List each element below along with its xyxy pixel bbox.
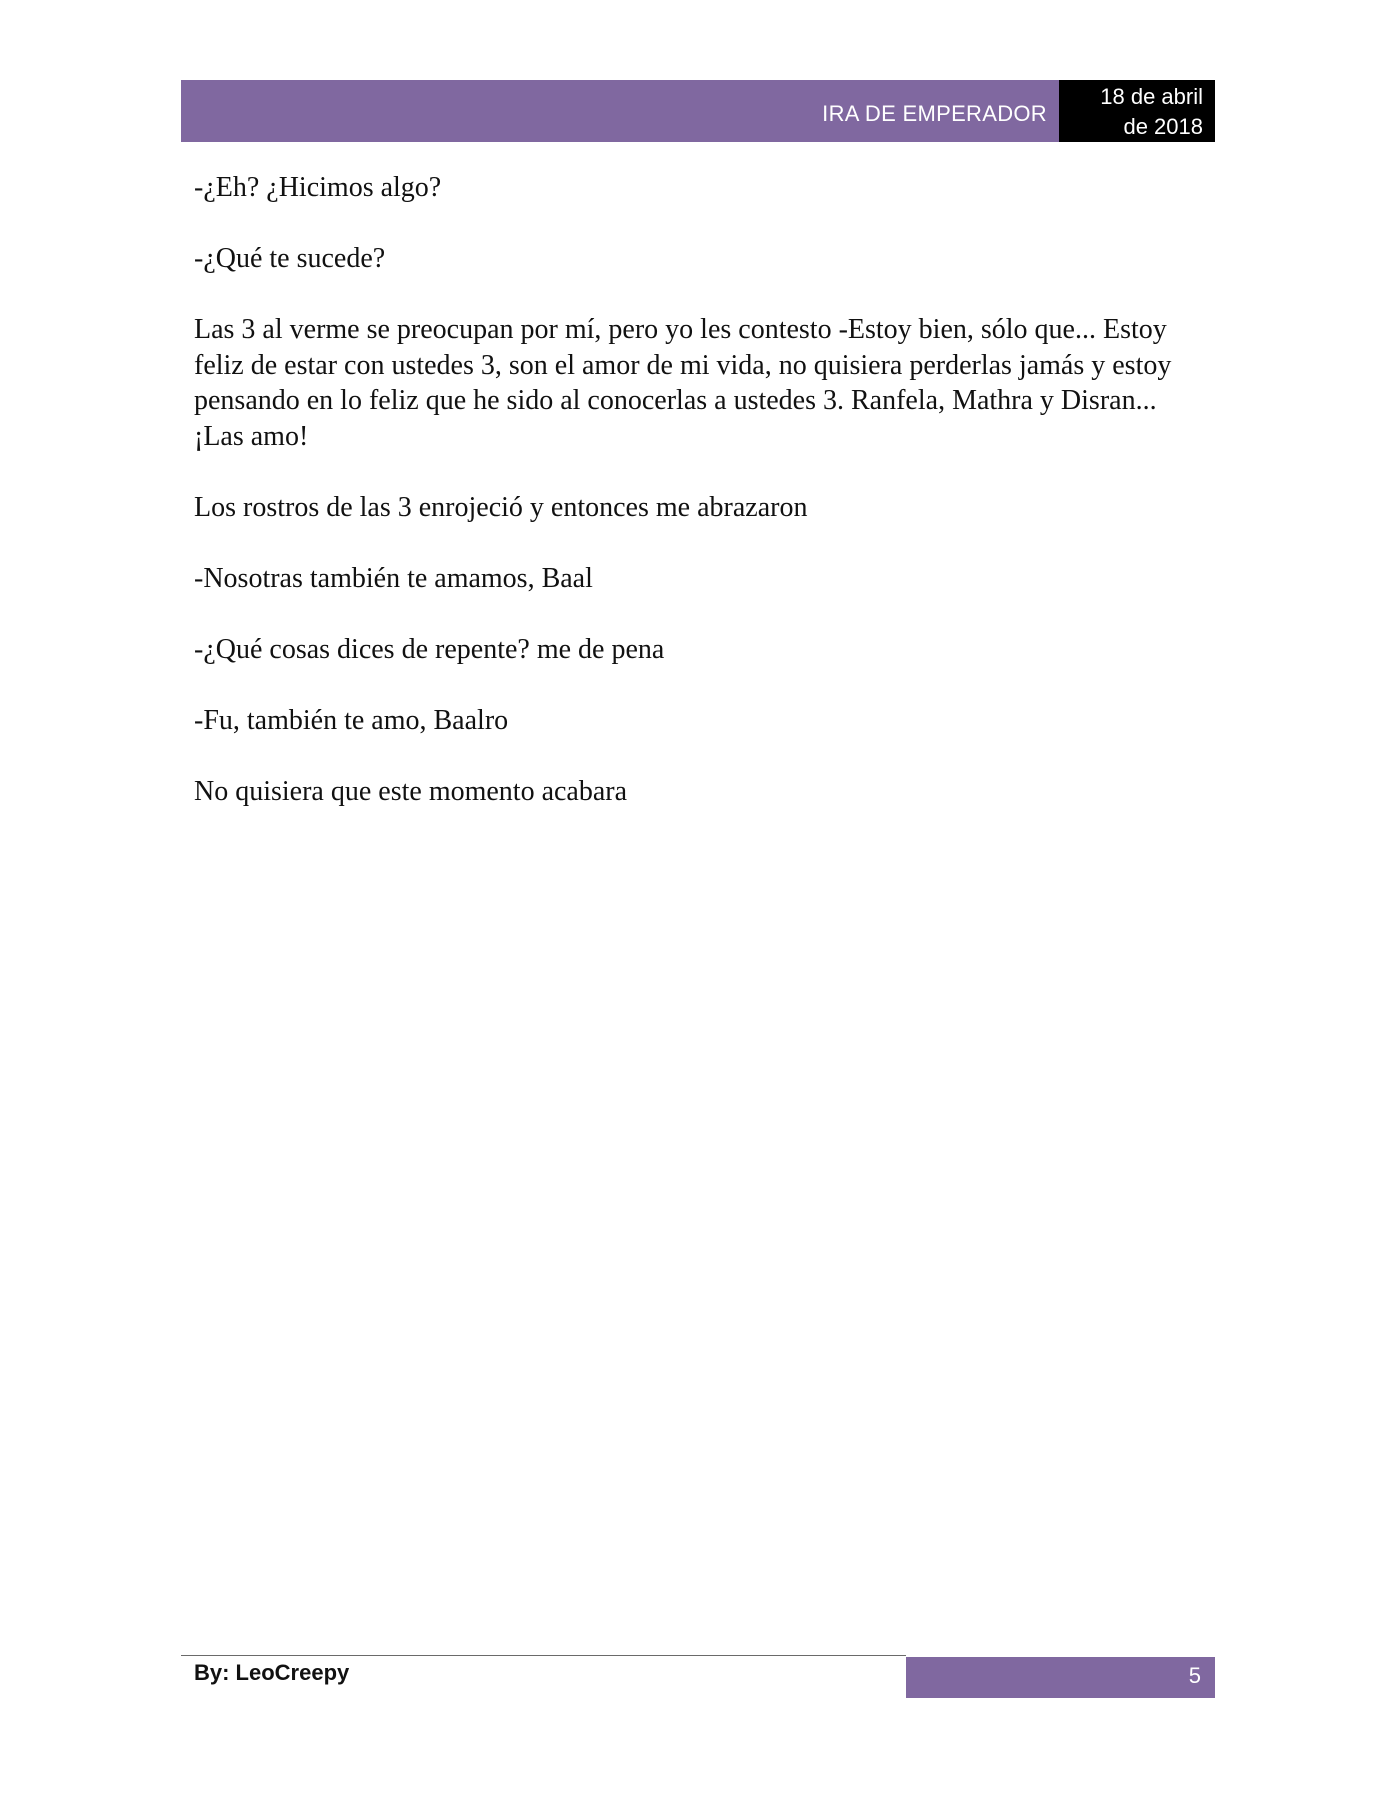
page-header <box>181 80 1215 142</box>
page-number: 5 <box>1188 1662 1201 1688</box>
body-text <box>194 170 1204 845</box>
paragraph: No quisiera que este momento acabara <box>194 775 628 807</box>
footer-page-band <box>906 1657 1215 1698</box>
paragraph: -¿Eh? ¿Hicimos algo? <box>194 172 442 203</box>
paragraph: -¿Qué te sucede? <box>194 243 386 274</box>
header-title-band <box>181 80 1059 142</box>
header-date <box>1059 80 1215 142</box>
paragraph: -Fu, también te amo, Baalro <box>194 704 509 736</box>
paragraph: Las 3 al verme se preocupan por mí, pero yo les contesto -Estoy bien, sólo que... Estoy feliz de estar con ustedes 3, son el amor de mi vida, no quisiera perderlas jamás y estoy pensando en lo feliz que he sido al conocerlas a ustedes 3. Ranfela, Mathra y Disran... ¡Las amo! <box>194 314 1172 452</box>
paragraph: -Nosotras también te amamos, Baal <box>194 562 593 594</box>
paragraph: -¿Qué cosas dices de repente? me de pena <box>194 633 665 665</box>
footer-divider <box>181 1655 906 1656</box>
footer-author: By: LeoCreepy <box>194 1660 350 1685</box>
paragraph: Los rostros de las 3 enrojeció y entonces me abrazaron <box>194 491 808 523</box>
header-date-line2: de 2018 <box>1123 114 1203 139</box>
document-title: IRA DE EMPERADOR <box>822 101 1047 126</box>
header-date-line1: 18 de abril <box>1100 84 1203 109</box>
